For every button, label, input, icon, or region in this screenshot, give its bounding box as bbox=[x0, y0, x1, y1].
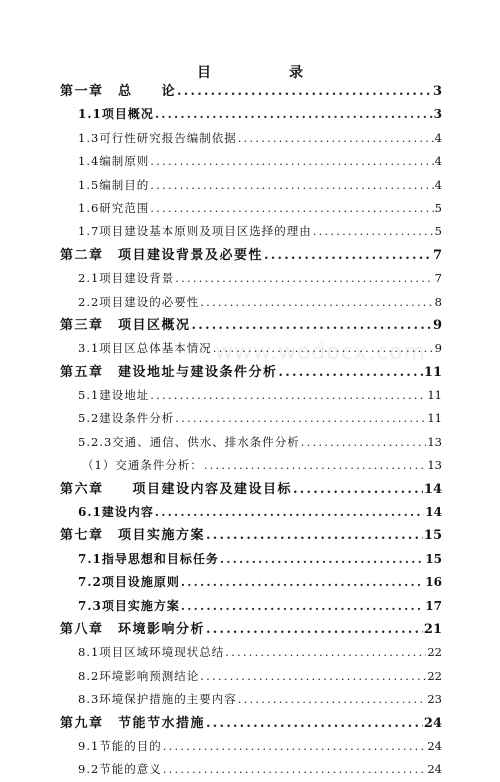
toc-dot-leader bbox=[192, 314, 432, 337]
toc-section-entry[interactable] bbox=[60, 197, 442, 220]
toc-entry-label: 7.3项目实施方案 bbox=[78, 598, 180, 613]
toc-section-entry[interactable] bbox=[60, 220, 442, 243]
toc-chapter-entry[interactable] bbox=[60, 712, 442, 735]
toc-dot-leader bbox=[225, 641, 426, 664]
toc-dot-leader bbox=[163, 735, 427, 758]
toc-page-number: 24 bbox=[423, 715, 442, 731]
toc-page-number: 24 bbox=[427, 738, 442, 753]
toc-chapter-entry[interactable] bbox=[60, 524, 442, 547]
toc-entry-label: （1）交通条件分析： bbox=[82, 458, 203, 473]
toc-page-number: 15 bbox=[423, 528, 442, 544]
toc-page-number: 9 bbox=[432, 317, 442, 333]
toc-page-number: 3 bbox=[433, 107, 442, 122]
toc-page-number: 11 bbox=[427, 388, 442, 403]
toc-entry-label: 7.1指导思想和目标任务 bbox=[78, 551, 219, 566]
toc-page-number: 22 bbox=[427, 645, 442, 660]
toc-page-number: 13 bbox=[427, 434, 442, 449]
toc-section-entry[interactable] bbox=[60, 571, 442, 594]
toc-section-entry[interactable] bbox=[60, 595, 442, 618]
toc-entry-label: 1.3可行性研究报告编制依据 bbox=[78, 130, 237, 145]
toc-dot-leader bbox=[301, 431, 427, 454]
toc-entry-label: 第五章 建设地址与建设条件分析 bbox=[60, 364, 278, 380]
toc-section-entry[interactable] bbox=[60, 127, 442, 150]
toc-section-entry[interactable] bbox=[60, 267, 442, 290]
toc-dot-leader bbox=[206, 524, 423, 547]
toc-page-number: 5 bbox=[434, 224, 442, 239]
toc-entry-label: 8.1项目区域环境现状总结 bbox=[78, 645, 225, 660]
toc-dot-leader bbox=[213, 337, 434, 360]
toc-page-number: 24 bbox=[427, 762, 442, 777]
toc-chapter-entry[interactable] bbox=[60, 618, 442, 641]
toc-dot-leader bbox=[150, 174, 433, 197]
toc-section-entry[interactable] bbox=[60, 407, 442, 430]
toc-entry-label: 1.6研究范围 bbox=[78, 200, 150, 215]
toc-section-entry[interactable] bbox=[60, 291, 442, 314]
toc-section-entry[interactable] bbox=[60, 665, 442, 688]
toc-entry-label: 2.2项目建设的必要性 bbox=[78, 294, 200, 309]
toc-page-number: 15 bbox=[425, 551, 442, 566]
toc-entry-label: 第七章 项目实施方案 bbox=[60, 528, 206, 544]
toc-entry-label: 1.1项目概况 bbox=[78, 107, 154, 122]
toc-entry-label: 3.1项目区总体基本情况 bbox=[78, 341, 212, 356]
toc-entry-label: 8.3环境保护措施的主要内容 bbox=[78, 692, 237, 707]
toc-entry-label: 1.5编制目的 bbox=[78, 177, 150, 192]
toc-section-entry[interactable] bbox=[60, 103, 442, 126]
toc-dot-leader bbox=[238, 688, 427, 711]
toc-dot-leader bbox=[238, 127, 434, 150]
toc-entry-label: 第九章 节能节水措施 bbox=[60, 715, 206, 731]
toc-section-entry[interactable] bbox=[60, 758, 442, 781]
toc-dot-leader bbox=[155, 103, 433, 126]
toc-entry-label: 5.2.3交通、通信、供水、排水条件分析 bbox=[78, 434, 300, 449]
toc-section-entry[interactable] bbox=[60, 431, 442, 454]
toc-page-number: 11 bbox=[427, 411, 442, 426]
toc-entry-label: 8.2环境影响预测结论 bbox=[78, 668, 200, 683]
toc-page-number: 7 bbox=[432, 247, 442, 263]
toc-page-number: 21 bbox=[423, 621, 442, 637]
toc-section-entry[interactable] bbox=[60, 735, 442, 758]
toc-section-entry[interactable] bbox=[60, 641, 442, 664]
toc-entry-label: 2.1项目建设背景 bbox=[78, 271, 175, 286]
toc-dot-leader bbox=[175, 267, 433, 290]
toc-dot-leader bbox=[150, 384, 426, 407]
toc-dot-leader bbox=[175, 407, 426, 430]
toc-page-number: 16 bbox=[425, 575, 442, 590]
toc-chapter-entry[interactable] bbox=[60, 244, 442, 267]
toc-section-entry[interactable] bbox=[60, 688, 442, 711]
toc-dot-leader bbox=[293, 478, 423, 501]
toc-dot-leader bbox=[150, 197, 433, 220]
toc-entry-label: 第三章 项目区概况 bbox=[60, 317, 191, 333]
toc-section-entry[interactable] bbox=[60, 384, 442, 407]
toc-dot-leader bbox=[206, 712, 423, 735]
toc-page-number: 8 bbox=[434, 294, 442, 309]
toc-page-number: 4 bbox=[434, 130, 442, 145]
toc-page-number: 14 bbox=[425, 505, 442, 520]
toc-chapter-entry[interactable] bbox=[60, 361, 442, 384]
toc-section-entry[interactable] bbox=[60, 548, 442, 571]
toc-chapter-entry[interactable] bbox=[60, 314, 442, 337]
toc-chapter-entry[interactable] bbox=[60, 80, 442, 103]
toc-page-number: 14 bbox=[423, 481, 442, 497]
toc-title: 目 录 bbox=[197, 65, 335, 81]
toc-page-number: 4 bbox=[434, 177, 442, 192]
toc-entry-label: 第一章 总 论 bbox=[60, 84, 177, 99]
toc-dot-leader bbox=[163, 758, 427, 781]
toc-entry-label: 9.2节能的意义 bbox=[78, 762, 162, 777]
toc-dot-leader bbox=[206, 618, 423, 641]
toc-page-number: 13 bbox=[427, 458, 442, 473]
toc-dot-leader bbox=[177, 80, 432, 103]
toc-entry-label: 9.1节能的目的 bbox=[78, 738, 162, 753]
toc-page-number: 4 bbox=[434, 154, 442, 169]
toc-dot-leader bbox=[150, 150, 433, 173]
toc-section-entry[interactable] bbox=[60, 337, 442, 360]
toc-dot-leader bbox=[220, 548, 424, 571]
toc-dot-leader bbox=[204, 454, 427, 477]
toc-page-number: 5 bbox=[434, 200, 442, 215]
toc-entry-label: 7.2项目设施原则 bbox=[78, 575, 180, 590]
toc-page-number: 22 bbox=[427, 668, 442, 683]
toc-section-entry[interactable] bbox=[60, 174, 442, 197]
toc-dot-leader bbox=[155, 501, 424, 524]
toc-dot-leader bbox=[279, 361, 423, 384]
toc-section-entry[interactable] bbox=[60, 150, 442, 173]
table-of-contents bbox=[60, 80, 442, 782]
toc-page-number: 17 bbox=[425, 598, 442, 613]
toc-entry-label: 5.1建设地址 bbox=[78, 388, 150, 403]
toc-page-number: 9 bbox=[434, 341, 442, 356]
toc-page-number: 7 bbox=[434, 271, 442, 286]
toc-dot-leader bbox=[181, 571, 424, 594]
toc-entry-label: 5.2建设条件分析 bbox=[78, 411, 175, 426]
toc-entry-label: 1.7项目建设基本原则及项目区选择的理由 bbox=[78, 224, 312, 239]
toc-entry-label: 第六章 项目建设内容及建设目标 bbox=[60, 481, 293, 497]
toc-section-entry[interactable] bbox=[60, 454, 442, 477]
toc-dot-leader bbox=[200, 665, 426, 688]
toc-entry-label: 第二章 项目建设背景及必要性 bbox=[60, 247, 264, 263]
toc-page-number: 11 bbox=[423, 364, 442, 380]
toc-page-number: 3 bbox=[432, 84, 442, 99]
toc-dot-leader bbox=[313, 220, 434, 243]
toc-entry-label: 6.1建设内容 bbox=[78, 505, 154, 520]
toc-dot-leader bbox=[181, 595, 424, 618]
watermark: www.wodocx.com bbox=[215, 340, 426, 365]
toc-page-number: 23 bbox=[427, 692, 442, 707]
toc-dot-leader bbox=[200, 291, 433, 314]
toc-entry-label: 1.4编制原则 bbox=[78, 154, 150, 169]
toc-section-entry[interactable] bbox=[60, 501, 442, 524]
toc-dot-leader bbox=[264, 244, 432, 267]
toc-chapter-entry[interactable] bbox=[60, 478, 442, 501]
toc-entry-label: 第八章 环境影响分析 bbox=[60, 621, 206, 637]
